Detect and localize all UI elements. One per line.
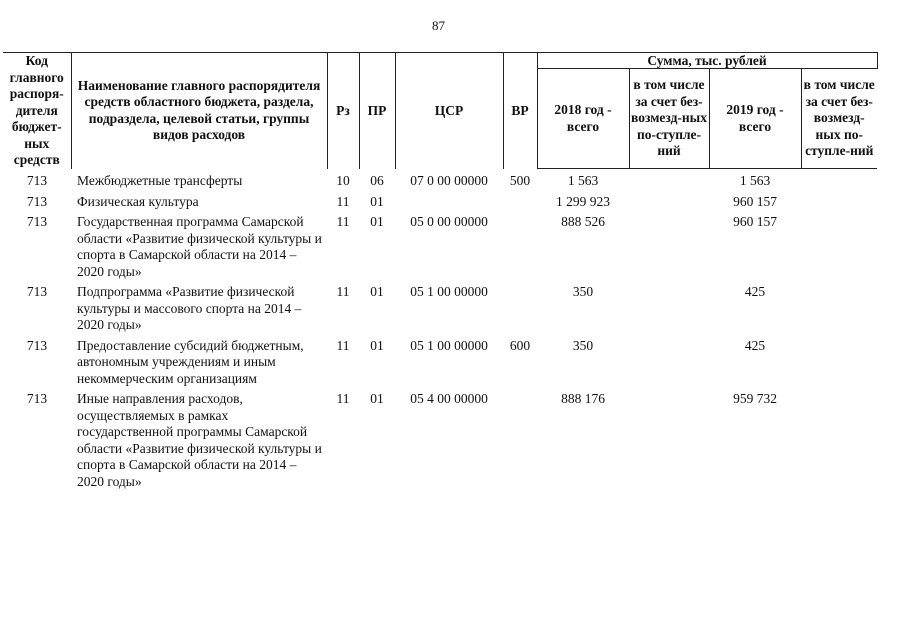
cell-vr [503, 210, 537, 280]
cell-name: Подпрограмма «Развитие физической культуры и массового спорта на 2014 – 2020 годы» [77, 284, 302, 332]
cell-total-2018: 1 563 [567, 173, 599, 188]
cell-csr: 07 0 00 00000 [410, 172, 488, 188]
cell-csr: 05 4 00 00000 [410, 391, 488, 406]
cell-csr: 05 1 00 00000 [410, 284, 488, 299]
page-number: 87 [432, 18, 445, 33]
cell-rz: 11 [336, 214, 350, 229]
cell-rz: 11 [336, 337, 350, 353]
cell-bezvozm-2019 [801, 387, 877, 490]
cell-name: Межбюджетные трансферты [77, 172, 243, 188]
cell-bezvozm-2019 [801, 169, 877, 190]
cell-bezvozm-2018 [629, 210, 709, 280]
cell-vr [503, 280, 537, 334]
header-csr: ЦСР [395, 53, 503, 169]
header-kod: Код главного распоря-дителя бюджет-ных средств [3, 53, 71, 169]
cell-total-2018: 350 [572, 337, 594, 353]
table-row [3, 334, 877, 388]
table-body [3, 169, 877, 491]
cell-rz: 11 [336, 391, 350, 406]
cell-name: Предоставление субсидий бюджетным, автономным учреждениям и иным некоммерческим организациям [77, 337, 304, 386]
cell-vr: 500 [509, 172, 531, 188]
header-bezvozm-2018: в том числе за счет без-возмезд-ных по-ступле-ний [629, 69, 709, 169]
cell-csr: 05 1 00 00000 [410, 337, 488, 353]
cell-pr: 01 [370, 193, 384, 209]
header-vr: ВР [503, 53, 537, 169]
cell-kod: 713 [26, 284, 48, 299]
cell-bezvozm-2019 [801, 190, 877, 211]
cell-kod: 713 [26, 337, 48, 353]
table-row [3, 280, 877, 334]
cell-bezvozm-2018 [629, 280, 709, 334]
cell-pr: 01 [370, 391, 384, 406]
cell-total-2019: 425 [744, 337, 766, 353]
cell-total-2019: 960 157 [733, 193, 777, 209]
cell-total-2019: 960 157 [733, 214, 777, 229]
cell-pr: 01 [370, 284, 384, 299]
cell-pr: 01 [370, 337, 384, 353]
cell-name: Государственная программа Самарской области «Развитие физической культуры и спорта в Самарской области на 2014 – 2020 годы» [77, 214, 322, 279]
cell-total-2019: 959 732 [733, 391, 777, 406]
cell-bezvozm-2019 [801, 210, 877, 280]
header-rz: Рз [327, 53, 359, 169]
cell-name: Иные направления расходов, осуществляемых в рамках государственной программы Самарской области «Развитие физической культуры и спорта в Самарской области на 2014 – 2020 годы» [77, 391, 322, 489]
cell-vr [503, 387, 537, 490]
table-row [3, 210, 877, 280]
cell-csr [395, 190, 503, 211]
cell-total-2018: 350 [572, 284, 594, 299]
cell-rz: 10 [336, 172, 350, 188]
cell-kod: 713 [26, 214, 48, 229]
cell-bezvozm-2018 [629, 334, 709, 388]
table-row [3, 169, 877, 190]
table-row [3, 387, 877, 490]
cell-bezvozm-2018 [629, 190, 709, 211]
cell-bezvozm-2018 [629, 169, 709, 190]
cell-total-2018: 1 299 923 [556, 193, 610, 209]
cell-bezvozm-2019 [801, 280, 877, 334]
header-sum-group: Сумма, тыс. рублей [537, 53, 877, 69]
cell-bezvozm-2018 [629, 387, 709, 490]
cell-total-2018: 888 526 [561, 214, 605, 229]
cell-name: Физическая культура [77, 193, 199, 209]
budget-table [3, 52, 878, 490]
table-row [3, 190, 877, 211]
cell-pr: 01 [370, 214, 384, 229]
cell-kod: 713 [26, 193, 48, 209]
cell-pr: 06 [370, 172, 384, 188]
cell-kod: 713 [26, 172, 48, 188]
cell-rz: 11 [336, 193, 350, 209]
cell-total-2019: 1 563 [739, 173, 771, 188]
table-header [3, 53, 877, 169]
cell-total-2018: 888 176 [561, 391, 605, 406]
cell-kod: 713 [26, 391, 48, 406]
header-pr: ПР [359, 53, 395, 169]
cell-bezvozm-2019 [801, 334, 877, 388]
cell-vr: 600 [509, 337, 531, 353]
cell-rz: 11 [336, 284, 350, 299]
cell-total-2019: 425 [744, 284, 766, 299]
header-name: Наименование главного распорядителя средств областного бюджета, раздела, подраздела, целевой статьи, группы видов расходов [71, 53, 327, 169]
header-total-2018: 2018 год - всего [537, 69, 629, 169]
cell-vr [503, 190, 537, 211]
header-bezvozm-2019: в том числе за счет без-возмезд-ных по-ступле-ний [801, 69, 877, 169]
header-total-2019: 2019 год - всего [709, 69, 801, 169]
cell-csr: 05 0 00 00000 [410, 214, 488, 229]
